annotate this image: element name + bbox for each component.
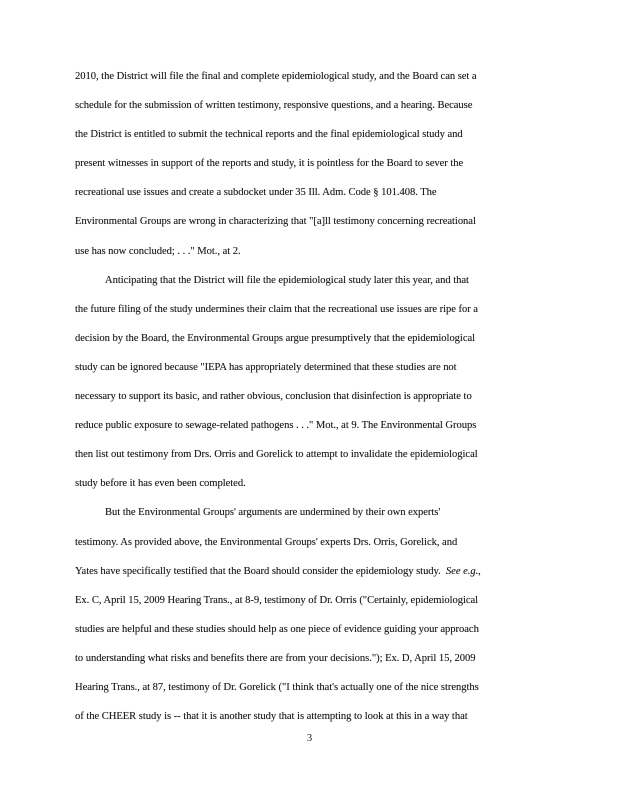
text-line: then list out testimony from Drs. Orris and Gorelick to attempt to invalidate the epidemiological bbox=[75, 449, 478, 461]
page-number: 3 bbox=[306, 733, 313, 744]
citation-signal: See e.g., bbox=[445, 565, 481, 577]
text-line: to understanding what risks and benefits there are from your decisions."); Ex. D, April 15, 2009 bbox=[75, 652, 476, 664]
text-line: present witnesses in support of the reports and study, it is pointless for the Board to sever the bbox=[75, 158, 464, 170]
text-line: decision by the Board, the Environmental Groups argue presumptively that the epidemiological bbox=[75, 332, 476, 344]
text-line-content: Yates have specifically testified that the Board should consider the epidemiology study. bbox=[75, 565, 441, 577]
text-line: recreational use issues and create a subdocket under 35 Ill. Adm. Code § 101.408. The bbox=[75, 187, 437, 199]
text-line: use has now concluded; . . ." Mot., at 2. bbox=[75, 245, 241, 257]
text-line: studies are helpful and these studies should help as one piece of evidence guiding your approach bbox=[75, 623, 479, 635]
text-line: Environmental Groups are wrong in characterizing that "[a]ll testimony concerning recreational bbox=[75, 216, 476, 228]
text-line: Ex. C, April 15, 2009 Hearing Trans., at 8-9, testimony of Dr. Orris ("Certainly, epidemiological bbox=[75, 594, 479, 606]
text-line: Hearing Trans., at 87, testimony of Dr. Gorelick ("I think that's actually one of the nice strengths bbox=[75, 681, 479, 693]
text-line: schedule for the submission of written testimony, responsive questions, and a hearing. Because bbox=[75, 100, 473, 112]
text-line: testimony. As provided above, the Environmental Groups' experts Drs. Orris, Gorelick, and bbox=[75, 536, 458, 548]
text-line: 2010, the District will file the final and complete epidemiological study, and the Board can set a bbox=[75, 71, 477, 82]
text-line: Anticipating that the District will file the epidemiological study later this year, and that bbox=[105, 274, 469, 286]
document-body bbox=[75, 62, 555, 731]
text-line: the future filing of the study undermines their claim that the recreational use issues are ripe for a bbox=[75, 303, 478, 315]
text-line: of the CHEER study is -- that it is another study that is attempting to look at this in a way that bbox=[75, 711, 468, 723]
text-line: reduce public exposure to sewage-related pathogens . . ." Mot., at 9. The Environmental Groups bbox=[75, 420, 477, 432]
text-line: the District is entitled to submit the technical reports and the final epidemiological study and bbox=[75, 129, 463, 141]
text-line: study can be ignored because "IEPA has appropriately determined that these studies are not bbox=[75, 361, 457, 373]
text-line: necessary to support its basic, and rather obvious, conclusion that disinfection is appropriate to bbox=[75, 391, 472, 403]
text-line bbox=[75, 557, 555, 586]
text-line: study before it has even been completed. bbox=[75, 478, 246, 490]
text-line: But the Environmental Groups' arguments are undermined by their own experts' bbox=[105, 507, 441, 519]
